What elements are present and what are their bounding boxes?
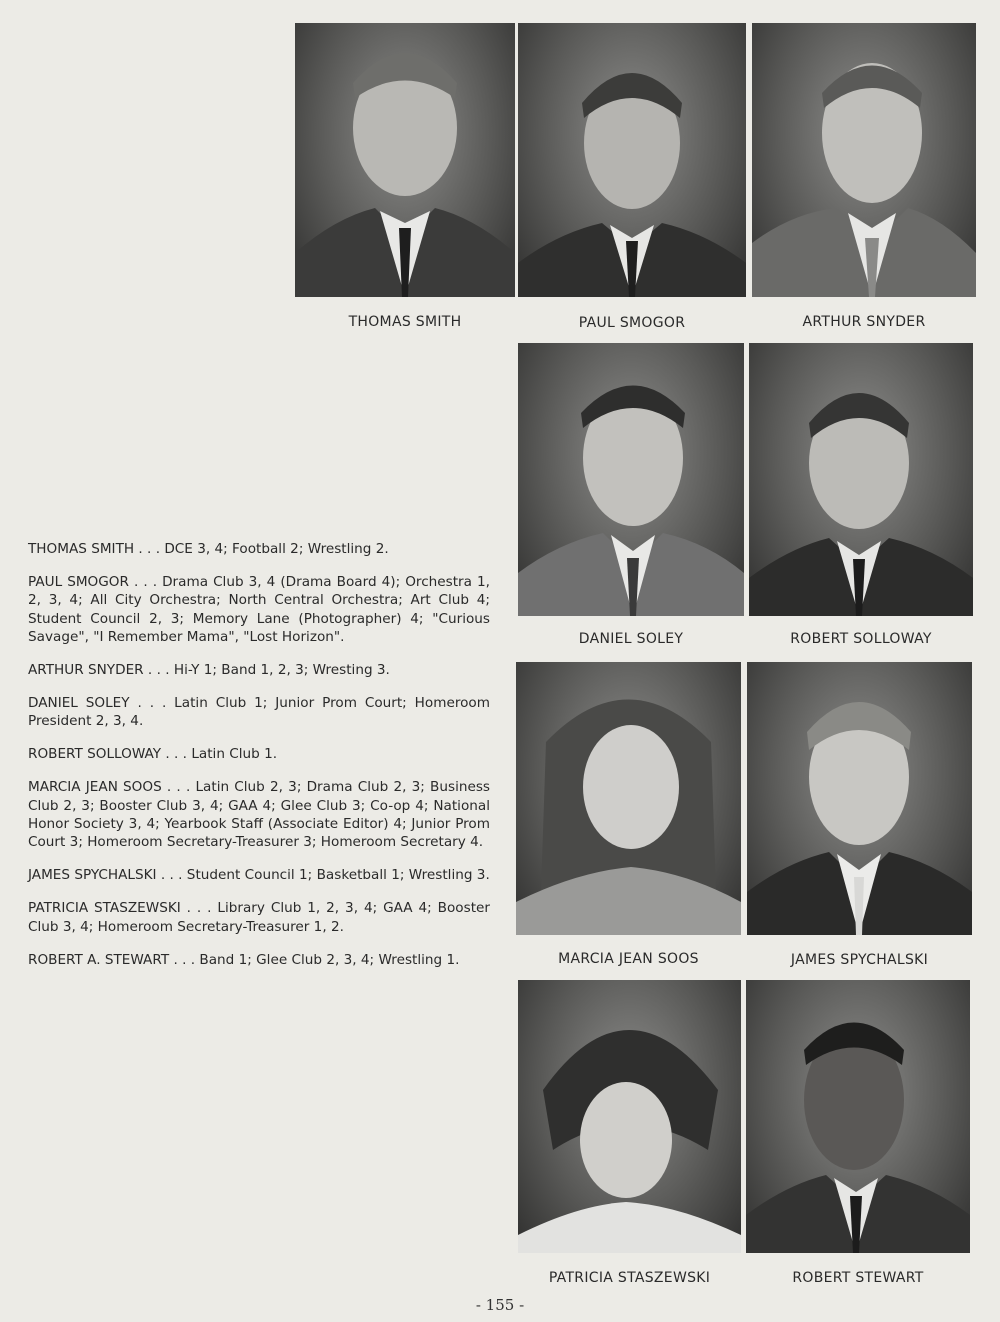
person-silhouette-icon [749, 343, 973, 616]
person-silhouette-icon [295, 23, 515, 297]
portrait-caption: JAMES SPYCHALSKI [790, 952, 929, 968]
bio-entry: PAUL SMOGOR . . . Drama Club 3, 4 (Drama Board 4); Orchestra 1, 2, 3, 4; All City Orchestra; North Central Orchestra; Art Club 4; Student Council 2, 3; Memory Lane (Photographer) 4; "Curious Savage", "I Remember Mama", "Lost Horizon". [28, 573, 490, 646]
portrait-photo [518, 343, 744, 616]
portrait-caption: PATRICIA STASZEWSKI [548, 1270, 711, 1286]
portrait-photo [518, 980, 741, 1253]
portrait-photo [295, 23, 515, 297]
page-number: - 155 - [475, 1296, 525, 1314]
person-silhouette-icon [518, 343, 744, 616]
portrait-caption: MARCIA JEAN SOOS [558, 951, 699, 967]
portrait-photo [518, 23, 746, 297]
portrait-caption: ROBERT STEWART [792, 1270, 924, 1286]
portrait-photo [749, 343, 973, 616]
portrait-photo [516, 662, 741, 935]
portrait-photo [746, 980, 970, 1253]
person-silhouette-icon [746, 980, 970, 1253]
senior-bios [28, 540, 490, 983]
portrait-caption: THOMAS SMITH [348, 314, 462, 330]
bio-entry: THOMAS SMITH . . . DCE 3, 4; Football 2; Wrestling 2. [28, 541, 389, 557]
bio-entry: ARTHUR SNYDER . . . Hi-Y 1; Band 1, 2, 3; Wresting 3. [28, 662, 390, 679]
portrait-caption: PAUL SMOGOR [578, 315, 686, 331]
bio-entry: ROBERT A. STEWART . . . Band 1; Glee Club 2, 3, 4; Wrestling 1. [28, 951, 460, 968]
bio-entry: PATRICIA STASZEWSKI . . . Library Club 1, 2, 3, 4; GAA 4; Booster Club 3, 4; Homeroom Secretary-Treasurer 1, 2. [28, 900, 490, 935]
bio-entry: ROBERT SOLLOWAY . . . Latin Club 1. [28, 746, 278, 763]
portrait-photo [747, 662, 972, 935]
portrait-caption: DANIEL SOLEY [578, 631, 684, 647]
person-silhouette-icon [518, 980, 741, 1253]
portrait-photo [752, 23, 976, 297]
bio-entry: DANIEL SOLEY . . . Latin Club 1; Junior Prom Court; Homeroom President 2, 3, 4. [28, 694, 490, 730]
person-silhouette-icon [518, 23, 746, 297]
person-silhouette-icon [752, 23, 976, 297]
person-silhouette-icon [516, 662, 741, 935]
bio-entry: MARCIA JEAN SOOS . . . Latin Club 2, 3; Drama Club 2, 3; Business Club 2, 3; Booster Club 3, 4; GAA 4; Glee Club 3; Co-op 4; National Honor Society 3, 4; Yearbook Staff (Associate Editor) 4; Junior Prom Court 3; Homeroom Secretary-Treasurer 3; Homeroom Secretary 4. [28, 779, 490, 851]
portrait-caption: ROBERT SOLLOWAY [790, 631, 932, 647]
bio-entry: JAMES SPYCHALSKI . . . Student Council 1; Basketball 1; Wrestling 3. [28, 867, 490, 884]
person-silhouette-icon [747, 662, 972, 935]
portrait-caption: ARTHUR SNYDER [802, 314, 926, 330]
